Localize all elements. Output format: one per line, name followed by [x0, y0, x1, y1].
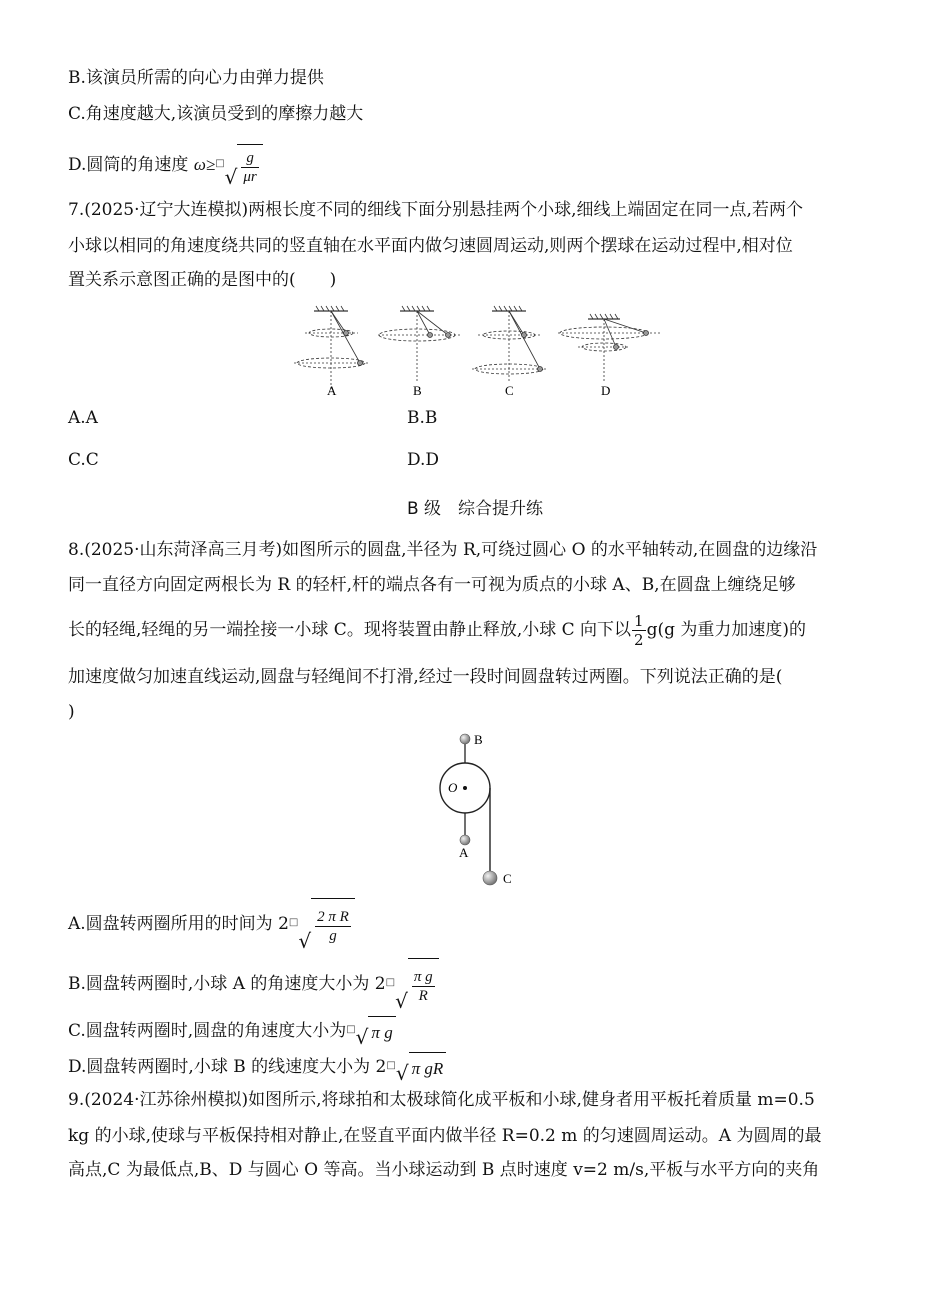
sqrt-body: π gR	[409, 1052, 447, 1083]
figure-label-b: B	[474, 732, 483, 747]
fraction-half	[632, 612, 646, 649]
frac-denominator: 2	[634, 631, 644, 649]
q8-stem-line2: 同一直径方向固定两根长为 R 的轻杆,杆的端点各有一可视为质点的小球 A、B,在圆盘上缠绕足够	[68, 575, 796, 595]
frac-numerator: 1	[634, 612, 644, 630]
q8-stem-line1: 8.(2025·山东菏泽高三月考)如图所示的圆盘,半径为 R,可绕过圆心 O 的水平轴转动,在圆盘的边缘沿	[68, 540, 818, 560]
frac-denominator: g	[329, 928, 337, 944]
figure-panel-b	[378, 306, 460, 383]
q7-pendulum-figure	[290, 303, 670, 403]
frac-numerator: 2 π R	[317, 909, 349, 925]
q8-option-a	[68, 898, 355, 951]
sqrt-expression: √ π gR	[396, 1052, 446, 1083]
q7-option-d: D.D	[407, 450, 440, 470]
q7-stem-line3: 置关系示意图正确的是图中的( )	[68, 270, 337, 290]
q8-stem-line3-a: 长的轻绳,轻绳的另一端拴接一小球 C。现将装置由静止释放,小球 C 向下以	[68, 620, 632, 640]
q8-option-d-text: D.圆盘转两圈时,小球 B 的线速度大小为 2	[68, 1057, 387, 1077]
frac-numerator: π g	[413, 969, 433, 985]
q8-option-d	[68, 1052, 446, 1083]
figure-label-c: C	[505, 383, 514, 398]
q7-option-b: B.B	[407, 408, 438, 428]
sqrt-body: π g	[368, 1016, 395, 1047]
frac-denominator: μr	[243, 169, 257, 185]
q6-option-c: C.角速度越大,该演员受到的摩擦力越大	[68, 104, 364, 124]
sqrt-expression: √ $\frac{\text{π g}}{R}$	[395, 958, 439, 1011]
q8-stem-line3	[68, 608, 806, 652]
figure-label-c: C	[503, 871, 512, 886]
sqrt-expression: √ $\frac{\text{2 π R}}{g}$	[298, 898, 354, 951]
q7-stem-line1: 7.(2025·辽宁大连模拟)两根长度不同的细线下面分别悬挂两个小球,细线上端固定在同一点,若两个	[68, 200, 803, 220]
formula-placeholder-box: □	[215, 158, 225, 169]
q6-option-d	[68, 144, 263, 187]
q8-option-a-text: A.圆盘转两圈所用的时间为 2	[68, 914, 289, 934]
sqrt-expression: √ π g	[356, 1016, 396, 1047]
q9-stem-line1: 9.(2024·江苏徐州模拟)如图所示,将球拍和太极球简化成平板和小球,健身者用平板托着质量 m=0.5	[68, 1090, 815, 1110]
figure-panel-c	[472, 306, 548, 383]
figure-panel-a	[294, 306, 370, 391]
q7-option-a: A.A	[68, 408, 98, 428]
q8-disk-figure	[420, 726, 530, 890]
q9-stem-line3: 高点,C 为最低点,B、D 与圆心 O 等高。当小球运动到 B 点时速度 v=2 m/s,平板与水平方向的夹角	[68, 1160, 820, 1180]
q9-stem-line2: kg 的小球,使球与平板保持相对静止,在竖直平面内做半径 R=0.2 m 的匀速圆周运动。A 为圆周的最	[68, 1126, 822, 1146]
q8-option-c-text: C.圆盘转两圈时,圆盘的角速度大小为	[68, 1021, 347, 1041]
section-title: B 级 综合提升练	[406, 499, 544, 519]
q8-option-b	[68, 958, 439, 1011]
figure-label-d: D	[601, 383, 611, 398]
formula-placeholder-box: □	[386, 1060, 396, 1071]
q6-option-d-text: D.圆筒的角速度	[68, 155, 189, 175]
figure-panel-d	[558, 314, 660, 383]
sqrt-expression: √ $\frac{g}{\mu r}$	[225, 144, 263, 187]
q6-omega: ω≥	[193, 155, 216, 174]
q7-stem-line2: 小球以相同的角速度绕共同的竖直轴在水平面内做匀速圆周运动,则两个摆球在运动过程中,相对位	[68, 236, 793, 256]
formula-placeholder-box: □	[346, 1024, 356, 1035]
figure-label-o: O	[448, 780, 458, 795]
figure-label-b: B	[413, 383, 422, 398]
frac-numerator: g	[241, 149, 258, 168]
q7-option-c: C.C	[68, 450, 99, 470]
figure-label-a: A	[327, 383, 337, 398]
frac-denominator: R	[418, 988, 428, 1004]
q8-option-c	[68, 1016, 396, 1047]
formula-placeholder-box: □	[288, 917, 299, 928]
figure-label-a: A	[459, 845, 469, 860]
formula-placeholder-box: □	[385, 977, 396, 988]
q8-stem-line4: 加速度做匀加速直线运动,圆盘与轻绳间不打滑,经过一段时间圆盘转过两圈。下列说法正确的是(	[68, 667, 783, 687]
q8-option-b-text: B.圆盘转两圈时,小球 A 的角速度大小为 2	[68, 974, 386, 994]
q8-stem-line5: )	[68, 702, 75, 722]
q8-stem-line3-b: g(g 为重力加速度)的	[646, 620, 807, 640]
q6-option-b: B.该演员所需的向心力由弹力提供	[68, 68, 324, 88]
